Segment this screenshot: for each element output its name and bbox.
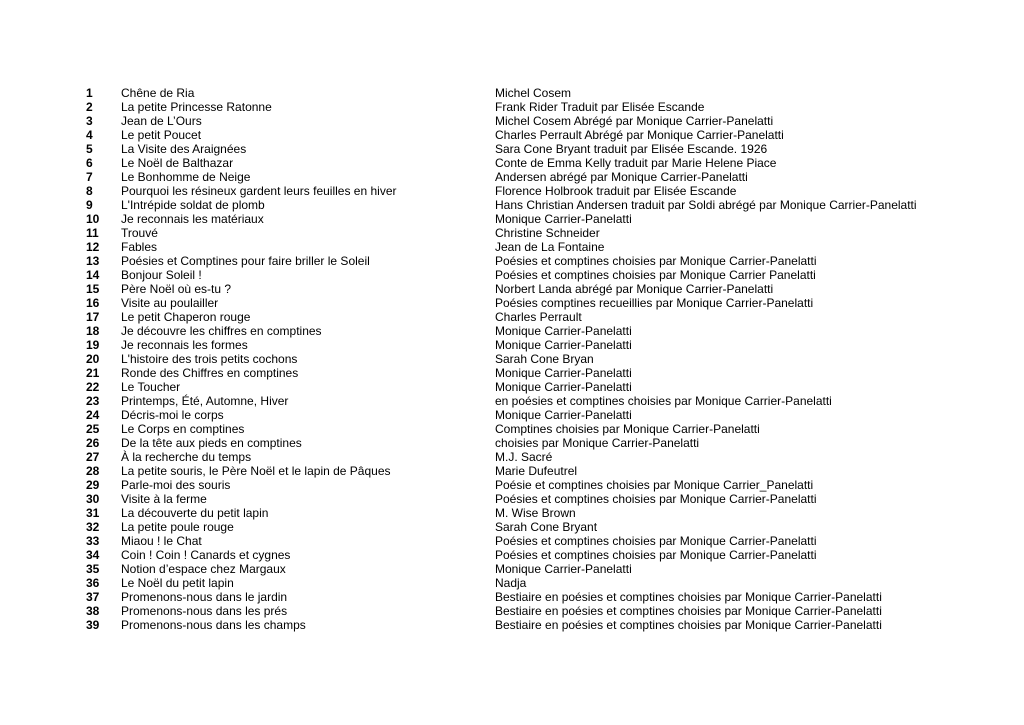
- book-title: Printemps, Été, Automne, Hiver: [121, 394, 289, 408]
- book-author: Poésies et comptines choisies par Monique Carrier-Panelatti: [495, 548, 817, 562]
- table-row: [86, 212, 986, 226]
- book-list-body: [86, 86, 986, 632]
- table-row: [86, 296, 986, 310]
- row-number: 25: [86, 422, 100, 436]
- book-title: Le Bonhomme de Neige: [121, 170, 251, 184]
- book-list-table: [86, 86, 986, 632]
- book-author: Monique Carrier-Panelatti: [495, 212, 632, 226]
- book-title: L'histoire des trois petits cochons: [121, 352, 298, 366]
- book-title: Promenons-nous dans les champs: [121, 618, 306, 632]
- book-author: Marie Dufeutrel: [495, 464, 578, 478]
- book-title: Je reconnais les matériaux: [121, 212, 264, 226]
- book-author: Andersen abrégé par Monique Carrier-Panelatti: [495, 170, 748, 184]
- table-row: [86, 226, 986, 240]
- row-number: 8: [86, 184, 93, 198]
- table-row: [86, 394, 986, 408]
- book-author: Bestiaire en poésies et comptines choisies par Monique Carrier-Panelatti: [495, 604, 882, 618]
- table-row: [86, 254, 986, 268]
- table-row: [86, 422, 986, 436]
- table-row: [86, 436, 986, 450]
- row-number: 2: [86, 100, 93, 114]
- table-row: [86, 86, 986, 100]
- book-title: Le Noël du petit lapin: [121, 576, 234, 590]
- table-row: [86, 604, 986, 618]
- table-row: [86, 366, 986, 380]
- book-author: Charles Perrault Abrégé par Monique Carrier-Panelatti: [495, 128, 784, 142]
- book-title: Parle-moi des souris: [121, 478, 231, 492]
- row-number: 16: [86, 296, 100, 310]
- table-row: [86, 156, 986, 170]
- book-title: Bonjour Soleil !: [121, 268, 202, 282]
- book-title: Miaou ! le Chat: [121, 534, 202, 548]
- row-number: 15: [86, 282, 100, 296]
- book-author: Michel Cosem: [495, 86, 572, 100]
- row-number: 24: [86, 408, 100, 422]
- book-title: Pourquoi les résineux gardent leurs feuilles en hiver: [121, 184, 397, 198]
- table-row: [86, 114, 986, 128]
- table-row: [86, 184, 986, 198]
- row-number: 11: [86, 226, 99, 240]
- book-title: Le petit Chaperon rouge: [121, 310, 251, 324]
- book-author: Poésie et comptines choisies par Monique Carrier_Panelatti: [495, 478, 814, 492]
- book-title: La petite souris, le Père Noël et le lapin de Pâques: [121, 464, 391, 478]
- table-row: [86, 492, 986, 506]
- book-author: Comptines choisies par Monique Carrier-Panelatti: [495, 422, 760, 436]
- book-author: Jean de La Fontaine: [495, 240, 605, 254]
- table-row: [86, 324, 986, 338]
- table-row: [86, 338, 986, 352]
- book-author: Michel Cosem Abrégé par Monique Carrier-Panelatti: [495, 114, 774, 128]
- book-title: À la recherche du temps: [121, 450, 252, 464]
- book-title: Chêne de Ria: [121, 86, 195, 100]
- row-number: 13: [86, 254, 100, 268]
- book-title: Je découvre les chiffres en comptines: [121, 324, 322, 338]
- book-title: La petite poule rouge: [121, 520, 234, 534]
- table-row: [86, 520, 986, 534]
- row-number: 29: [86, 478, 100, 492]
- table-row: [86, 562, 986, 576]
- table-row: [86, 534, 986, 548]
- row-number: 36: [86, 576, 100, 590]
- book-author: Charles Perrault: [495, 310, 582, 324]
- table-row: [86, 548, 986, 562]
- row-number: 3: [86, 114, 93, 128]
- table-row: [86, 380, 986, 394]
- table-row: [86, 170, 986, 184]
- row-number: 7: [86, 170, 93, 184]
- book-title: Trouvé: [121, 226, 158, 240]
- row-number: 4: [86, 128, 93, 142]
- row-number: 1: [86, 86, 93, 100]
- row-number: 22: [86, 380, 100, 394]
- row-number: 23: [86, 394, 100, 408]
- table-row: [86, 282, 986, 296]
- book-title: Visite au poulailler: [121, 296, 219, 310]
- table-row: [86, 478, 986, 492]
- book-title: Père Noël où es-tu ?: [121, 282, 232, 296]
- book-author: Monique Carrier-Panelatti: [495, 366, 632, 380]
- table-row: [86, 268, 986, 282]
- book-title: La découverte du petit lapin: [121, 506, 269, 520]
- row-number: 31: [86, 506, 100, 520]
- row-number: 14: [86, 268, 100, 282]
- book-author: Monique Carrier-Panelatti: [495, 562, 632, 576]
- book-author: Sara Cone Bryant traduit par Elisée Escande. 1926: [495, 142, 768, 156]
- table-row: [86, 506, 986, 520]
- table-row: [86, 450, 986, 464]
- row-number: 21: [86, 366, 100, 380]
- table-row: [86, 408, 986, 422]
- table-row: [86, 128, 986, 142]
- book-title: Poésies et Comptines pour faire briller le Soleil: [121, 254, 370, 268]
- row-number: 5: [86, 142, 93, 156]
- book-title: Le petit Poucet: [121, 128, 202, 142]
- book-title: Notion d’espace chez Margaux: [121, 562, 286, 576]
- row-number: 39: [86, 618, 100, 632]
- book-title: Coin ! Coin ! Canards et cygnes: [121, 548, 291, 562]
- row-number: 10: [86, 212, 100, 226]
- row-number: 18: [86, 324, 100, 338]
- book-title: Ronde des Chiffres en comptines: [121, 366, 299, 380]
- book-author: Monique Carrier-Panelatti: [495, 324, 632, 338]
- book-title: L'Intrépide soldat de plomb: [121, 198, 265, 212]
- table-row: [86, 590, 986, 604]
- table-row: [86, 142, 986, 156]
- book-title: Le Corps en comptines: [121, 422, 245, 436]
- row-number: 30: [86, 492, 100, 506]
- book-title: Promenons-nous dans les prés: [121, 604, 288, 618]
- book-author: Conte de Emma Kelly traduit par Marie Helene Piace: [495, 156, 777, 170]
- book-author: Norbert Landa abrégé par Monique Carrier-Panelatti: [495, 282, 774, 296]
- book-author: Sarah Cone Bryan: [495, 352, 594, 366]
- row-number: 34: [86, 548, 100, 562]
- row-number: 20: [86, 352, 100, 366]
- book-author: Monique Carrier-Panelatti: [495, 338, 632, 352]
- book-author: Poésies comptines recueillies par Monique Carrier-Panelatti: [495, 296, 814, 310]
- book-title: La petite Princesse Ratonne: [121, 100, 272, 114]
- book-author: Christine Schneider: [495, 226, 600, 240]
- book-author: M.J. Sacré: [495, 450, 553, 464]
- book-title: Je reconnais les formes: [121, 338, 248, 352]
- row-number: 33: [86, 534, 100, 548]
- table-row: [86, 100, 986, 114]
- row-number: 37: [86, 590, 100, 604]
- book-author: Poésies et comptines choisies par Monique Carrier-Panelatti: [495, 254, 817, 268]
- row-number: 26: [86, 436, 100, 450]
- book-title: Promenons-nous dans le jardin: [121, 590, 288, 604]
- book-author: Monique Carrier-Panelatti: [495, 380, 632, 394]
- book-author: Hans Christian Andersen traduit par Soldi abrégé par Monique Carrier-Panelatti: [495, 198, 917, 212]
- book-author: Poésies et comptines choisies par Monique Carrier-Panelatti: [495, 492, 817, 506]
- book-author: en poésies et comptines choisies par Monique Carrier-Panelatti: [495, 394, 832, 408]
- table-row: [86, 310, 986, 324]
- row-number: 38: [86, 604, 100, 618]
- row-number: 6: [86, 156, 93, 170]
- table-row: [86, 576, 986, 590]
- row-number: 9: [86, 198, 93, 212]
- table-row: [86, 240, 986, 254]
- table-row: [86, 198, 986, 212]
- book-author: choisies par Monique Carrier-Panelatti: [495, 436, 700, 450]
- book-title: Le Noël de Balthazar: [121, 156, 234, 170]
- table-row: [86, 352, 986, 366]
- row-number: 32: [86, 520, 100, 534]
- book-title: La Visite des Araignées: [121, 142, 247, 156]
- book-title: De la tête aux pieds en comptines: [121, 436, 302, 450]
- book-title: Décris-moi le corps: [121, 408, 224, 422]
- book-author: Florence Holbrook traduit par Elisée Escande: [495, 184, 737, 198]
- row-number: 27: [86, 450, 100, 464]
- row-number: 12: [86, 240, 100, 254]
- book-title: Le Toucher: [121, 380, 181, 394]
- table-row: [86, 464, 986, 478]
- book-author: Frank Rider Traduit par Elisée Escande: [495, 100, 705, 114]
- row-number: 19: [86, 338, 100, 352]
- book-title: Jean de L’Ours: [121, 114, 202, 128]
- book-author: Bestiaire en poésies et comptines choisies par Monique Carrier-Panelatti: [495, 618, 882, 632]
- table-row: [86, 618, 986, 632]
- row-number: 35: [86, 562, 100, 576]
- book-title: Visite à la ferme: [121, 492, 207, 506]
- row-number: 17: [86, 310, 100, 324]
- book-author: Nadja: [495, 576, 527, 590]
- book-author: Sarah Cone Bryant: [495, 520, 598, 534]
- book-author: Poésies et comptines choisies par Monique Carrier-Panelatti: [495, 534, 817, 548]
- row-number: 28: [86, 464, 100, 478]
- book-author: Monique Carrier-Panelatti: [495, 408, 632, 422]
- book-author: M. Wise Brown: [495, 506, 576, 520]
- book-author: Bestiaire en poésies et comptines choisies par Monique Carrier-Panelatti: [495, 590, 882, 604]
- book-title: Fables: [121, 240, 158, 254]
- book-author: Poésies et comptines choisies par Monique Carrier Panelatti: [495, 268, 816, 282]
